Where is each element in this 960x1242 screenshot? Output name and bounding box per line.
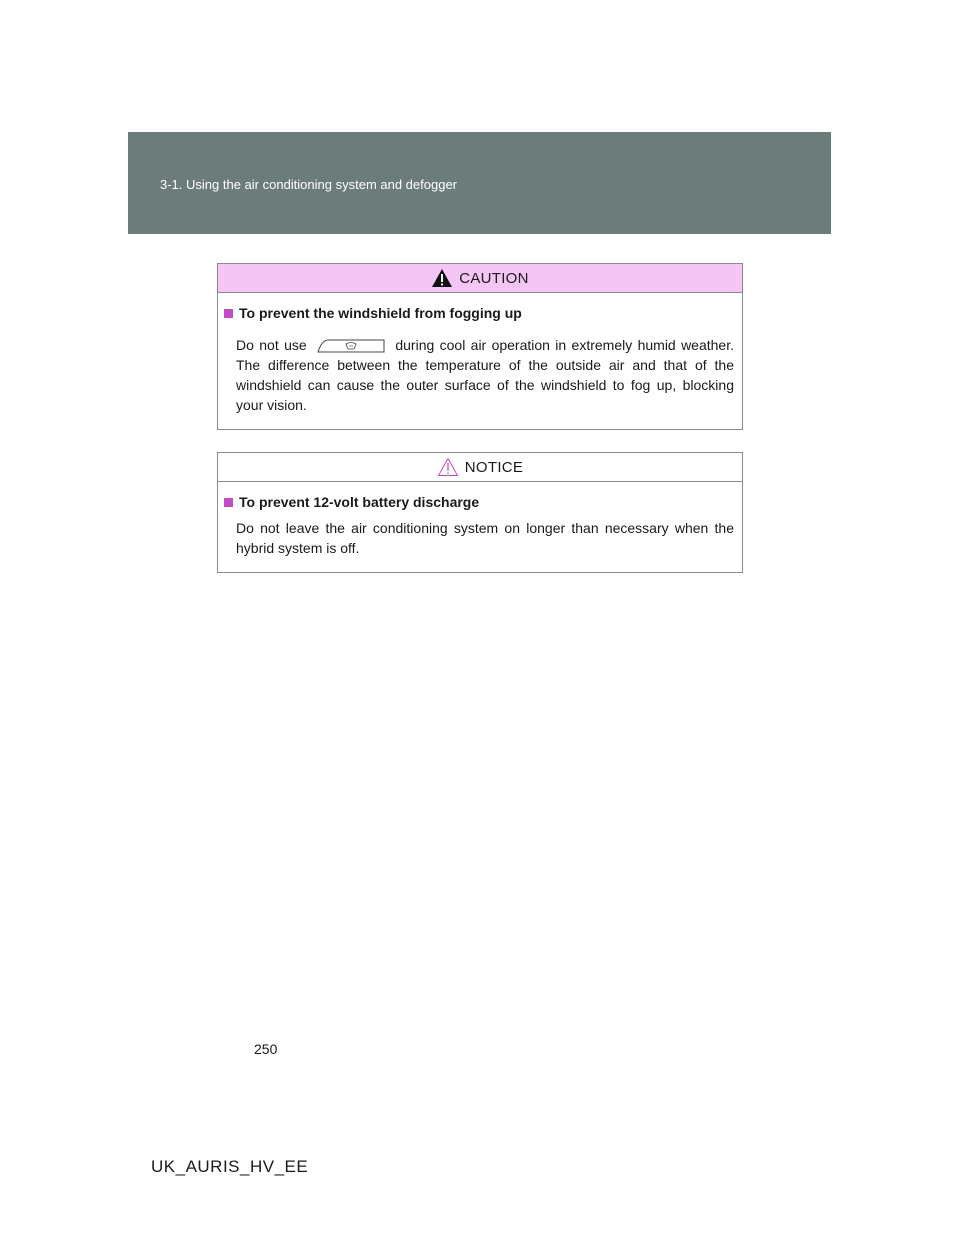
document-code: UK_AURIS_HV_EE xyxy=(151,1157,309,1176)
caution-text-before: Do not use xyxy=(236,337,307,353)
header-bar xyxy=(128,132,831,234)
square-bullet-icon xyxy=(224,309,233,318)
notice-heading-text: To prevent 12-volt battery discharge xyxy=(239,494,480,510)
caution-heading xyxy=(224,305,734,321)
notice-title: NOTICE xyxy=(464,458,524,476)
page-number: 250 xyxy=(254,1041,278,1057)
notice-text: Do not leave the air conditioning system on longer than necessary when the hybrid system is off. xyxy=(236,520,734,556)
caution-text-after: during cool air operation in extremely humid weather. The difference between the temperature of the outside air and that of the windshield can cause the outer surface of the windshield to fog up, blocking your vision. xyxy=(236,337,734,413)
caution-text xyxy=(236,335,734,415)
notice-body xyxy=(218,482,742,572)
notice-heading xyxy=(224,494,734,510)
windshield-defogger-button-icon xyxy=(316,339,386,353)
warning-triangle-icon xyxy=(431,268,453,288)
notice-triangle-icon xyxy=(437,457,459,477)
caution-title: CAUTION xyxy=(459,269,529,287)
notice-header xyxy=(218,453,742,482)
notice-box xyxy=(217,452,743,573)
caution-body xyxy=(218,293,742,429)
caution-heading-text: To prevent the windshield from fogging up xyxy=(239,305,522,321)
section-title: 3-1. Using the air conditioning system and defogger xyxy=(160,177,458,192)
caution-header xyxy=(218,264,742,293)
square-bullet-icon xyxy=(224,498,233,507)
caution-box xyxy=(217,263,743,430)
